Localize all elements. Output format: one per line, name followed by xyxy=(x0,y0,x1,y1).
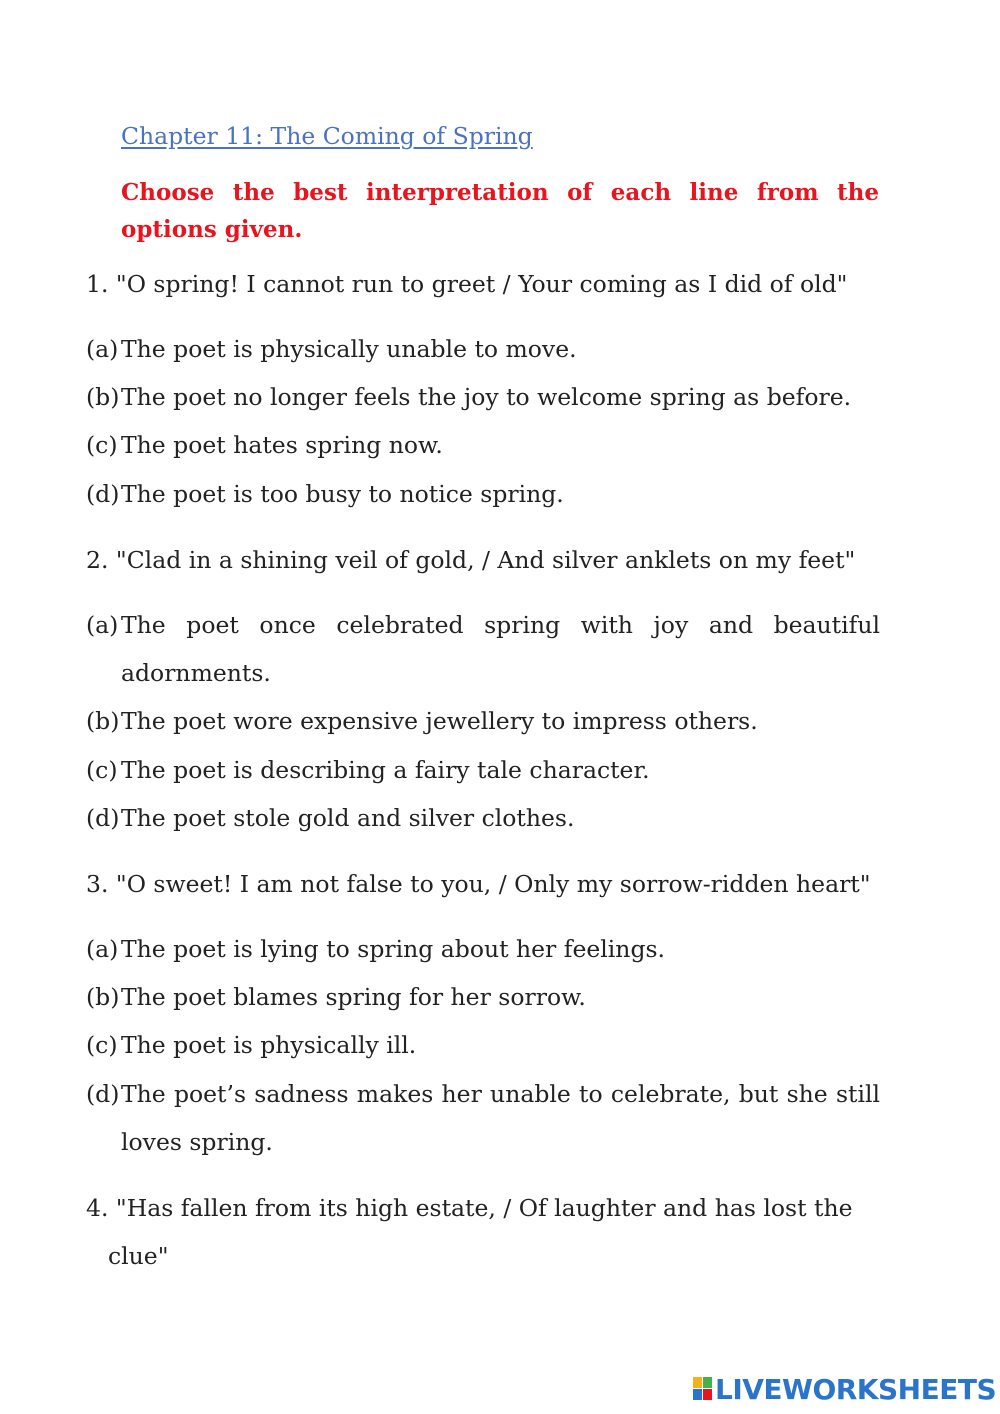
option-label: (b) xyxy=(86,983,120,1011)
option-2b[interactable] xyxy=(86,697,880,745)
option-3b[interactable] xyxy=(86,973,880,1021)
option-1c[interactable] xyxy=(86,421,880,469)
option-text: The poet is lying to spring about her feelings. xyxy=(121,935,666,963)
option-label: (b) xyxy=(86,383,120,411)
option-text: The poet hates spring now. xyxy=(121,431,443,459)
option-text: The poet blames spring for her sorrow. xyxy=(121,983,586,1011)
option-text: The poet’s sadness makes her unable to celebrate, but she still loves spring. xyxy=(121,1080,880,1156)
option-text: The poet is too busy to notice spring. xyxy=(121,480,564,508)
option-label: (d) xyxy=(86,480,120,508)
option-label: (c) xyxy=(86,431,118,459)
liveworksheets-logo xyxy=(693,1374,996,1404)
question-4 xyxy=(86,1184,881,1280)
option-label: (c) xyxy=(86,1031,118,1059)
question-3: 3. "O sweet! I am not false to you, / Only my sorrow-ridden heart" xyxy=(86,870,871,898)
option-3d[interactable] xyxy=(86,1070,880,1166)
option-2a[interactable] xyxy=(86,601,880,697)
option-3a[interactable] xyxy=(86,925,880,973)
instruction: Choose the best interpretation of each line from the options given. xyxy=(121,179,879,243)
option-label: (b) xyxy=(86,707,120,735)
option-3c[interactable] xyxy=(86,1021,880,1069)
option-1d[interactable] xyxy=(86,470,880,518)
option-text: The poet stole gold and silver clothes. xyxy=(121,804,575,832)
option-label: (a) xyxy=(86,335,119,363)
option-text: The poet is physically ill. xyxy=(121,1031,417,1059)
question-4-text: 4. "Has fallen from its high estate, / Of laughter and has lost the clue" xyxy=(86,1194,853,1270)
option-1b[interactable] xyxy=(86,373,880,421)
option-text: The poet no longer feels the joy to welcome spring as before. xyxy=(121,383,852,411)
chapter-title: Chapter 11: The Coming of Spring xyxy=(121,122,533,150)
option-text: The poet is physically unable to move. xyxy=(121,335,577,363)
liveworksheets-logo-icon xyxy=(693,1377,713,1401)
option-label: (a) xyxy=(86,611,119,639)
option-2d[interactable] xyxy=(86,794,880,842)
option-2c[interactable] xyxy=(86,746,880,794)
question-2: 2. "Clad in a shining veil of gold, / And silver anklets on my feet" xyxy=(86,546,856,574)
option-text: The poet wore expensive jewellery to impress others. xyxy=(121,707,758,735)
option-1a[interactable] xyxy=(86,325,880,373)
question-1: 1. "O spring! I cannot run to greet / Your coming as I did of old" xyxy=(86,270,848,298)
option-label: (d) xyxy=(86,1080,120,1108)
option-text: The poet is describing a fairy tale character. xyxy=(121,756,650,784)
option-label: (d) xyxy=(86,804,120,832)
option-text: The poet once celebrated spring with joy and beautiful adornments. xyxy=(121,611,880,687)
option-label: (c) xyxy=(86,756,118,784)
logo-text: LIVEWORKSHEETS xyxy=(715,1372,997,1406)
option-label: (a) xyxy=(86,935,119,963)
